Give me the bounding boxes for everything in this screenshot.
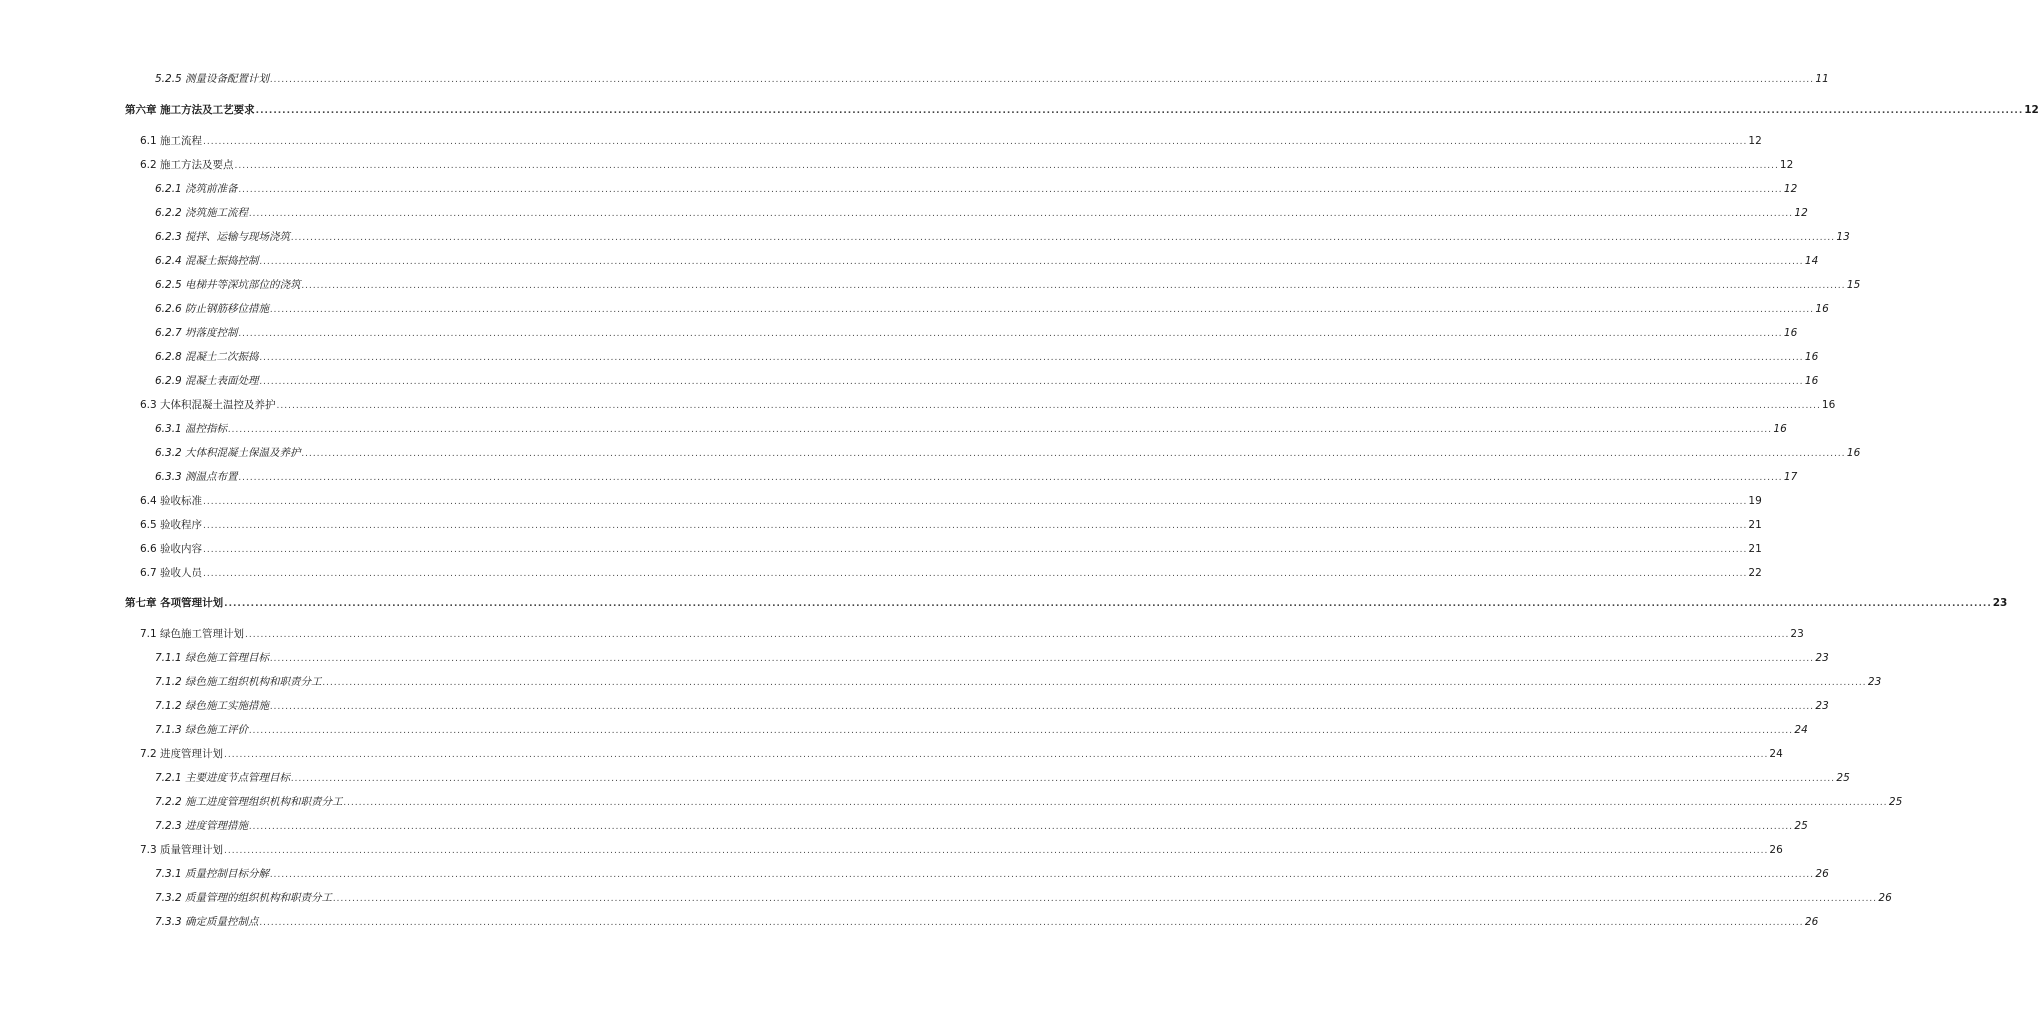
toc-entry[interactable] [155,891,1892,906]
toc-entry-page: 23 [1790,628,1804,640]
toc-entry-page: 14 [1804,255,1819,267]
toc-entry-page: 23 [1815,700,1829,712]
dot-leader: ................................................................................................................................................................................................................................................................................................................................................................................................................ [203,569,1748,579]
toc-entry-title: 6.2.8 混凝土二次振捣 [155,351,259,363]
toc-entry[interactable] [125,103,2039,118]
dot-leader: ................................................................................................................................................................................................................................................................................................................................................................................................................ [249,209,1794,219]
toc-entry-title: 6.1 施工流程 [140,135,203,147]
toc-entry-title: 7.3.3 确定质量控制点 [155,916,259,928]
toc-entry-page: 13 [1836,231,1850,243]
toc-entry[interactable] [155,771,1850,786]
dot-leader: ................................................................................................................................................................................................................................................................................................................................................................................................................ [238,185,1783,195]
toc-entry-title: 7.1.2 绿色施工组织机构和职责分工 [155,676,322,688]
dot-leader: ................................................................................................................................................................................................................................................................................................................................................................................................................ [245,630,1790,640]
dot-leader: ................................................................................................................................................................................................................................................................................................................................................................................................................ [224,750,1769,760]
dot-leader: ................................................................................................................................................................................................................................................................................................................................................................................................................ [276,401,1821,411]
toc-entry[interactable] [155,350,1819,365]
toc-entry[interactable] [155,867,1829,882]
dot-leader: ................................................................................................................................................................................................................................................................................................................................................................................................................ [270,75,1815,85]
toc-entry-page: 16 [1804,375,1819,387]
dot-leader: ................................................................................................................................................................................................................................................................................................................................................................................................................ [249,822,1794,832]
toc-entry-title: 6.2.4 混凝土振捣控制 [155,255,259,267]
toc-entry-title: 6.6 验收内容 [140,543,203,555]
toc-entry-page: 16 [1821,399,1836,411]
dot-leader: ................................................................................................................................................................................................................................................................................................................................................................................................................ [259,257,1804,267]
dot-leader: ................................................................................................................................................................................................................................................................................................................................................................................................................ [291,774,1836,784]
toc-entry[interactable] [155,675,1882,690]
toc-entry-page: 12 [1783,183,1798,195]
toc-entry-title: 6.2.6 防止钢筋移位措施 [155,303,270,315]
toc-entry-page: 15 [1846,279,1861,291]
toc-entry-title: 6.3.3 测温点布置 [155,471,238,483]
toc-entry[interactable] [155,374,1819,389]
toc-entry[interactable] [155,182,1798,197]
toc-entry[interactable] [155,254,1819,269]
toc-entry-page: 25 [1794,820,1808,832]
toc-entry-title: 6.2 施工方法及要点 [140,159,234,171]
dot-leader: ................................................................................................................................................................................................................................................................................................................................................................................................................ [249,726,1794,736]
dot-leader: ................................................................................................................................................................................................................................................................................................................................................................................................................ [234,161,1779,171]
toc-entry-page: 24 [1769,748,1783,760]
dot-leader: ................................................................................................................................................................................................................................................................................................................................................................................................................ [322,678,1867,688]
dot-leader: ................................................................................................................................................................................................................................................................................................................................................................................................................ [259,918,1804,928]
toc-entry-page: 21 [1748,519,1762,531]
dot-leader: ................................................................................................................................................................................................................................................................................................................................................................................................................ [270,702,1815,712]
toc-entry-title: 6.2.3 搅拌、运输与现场浇筑 [155,231,291,243]
toc-entry-title: 7.1 绿色施工管理计划 [140,628,245,640]
dot-leader: ................................................................................................................................................................................................................................................................................................................................................................................................................ [203,521,1748,531]
toc-entry-title: 第七章 各项管理计划 [125,597,224,609]
dot-leader: ................................................................................................................................................................................................................................................................................................................................................................................................................ [301,449,1846,459]
toc-entry[interactable] [155,302,1829,317]
dot-leader: ................................................................................................................................................................................................................................................................................................................................................................................................................ [203,137,1748,147]
toc-entry-page: 12 [1748,135,1762,147]
toc-entry-title: 7.2 进度管理计划 [140,748,224,760]
toc-entry-page: 11 [1815,73,1829,85]
toc-entry-page: 24 [1794,724,1808,736]
toc-entry[interactable] [140,747,1783,762]
toc-entry[interactable] [155,651,1829,666]
toc-entry-page: 12 [1794,207,1808,219]
dot-leader: ................................................................................................................................................................................................................................................................................................................................................................................................................ [291,233,1836,243]
toc-entry[interactable] [155,206,1808,221]
toc-entry-page: 22 [1748,567,1762,579]
dot-leader: ................................................................................................................................................................................................................................................................................................................................................................................................................ [224,846,1769,856]
toc-entry[interactable] [155,795,1903,810]
toc-entry-page: 12 [2024,104,2039,116]
toc-entry-page: 21 [1748,543,1762,555]
toc-entry[interactable] [140,843,1783,858]
toc-entry-page: 26 [1815,868,1829,880]
toc-entry-title: 第六章 施工方法及工艺要求 [125,104,255,116]
toc-entry-title: 6.4 验收标准 [140,495,203,507]
toc-entry[interactable] [155,326,1798,341]
toc-entry-page: 12 [1779,159,1794,171]
toc-entry-page: 17 [1783,471,1798,483]
toc-entry[interactable] [155,230,1850,245]
dot-leader: ................................................................................................................................................................................................................................................................................................................................................................................................................ [270,305,1815,315]
toc-entry-page: 25 [1888,796,1903,808]
toc-entry-title: 6.5 验收程序 [140,519,203,531]
toc-entry[interactable] [155,72,1829,87]
toc-entry[interactable] [155,915,1819,930]
dot-leader: ................................................................................................................................................................................................................................................................................................................................................................................................................ [270,870,1815,880]
toc-entry-title: 7.3.2 质量管理的组织机构和职责分工 [155,892,333,904]
toc-entry-title: 6.2.9 混凝土表面处理 [155,375,259,387]
toc-entry-title: 6.3.2 大体积混凝土保温及养护 [155,447,301,459]
toc-entry-title: 7.1.2 绿色施工实施措施 [155,700,270,712]
toc-entry-title: 6.3.1 温控指标 [155,423,228,435]
toc-entry[interactable] [155,723,1808,738]
toc-entry[interactable] [140,494,1762,509]
toc-entry-title: 6.2.1 浇筑前准备 [155,183,238,195]
dot-leader: ................................................................................................................................................................................................................................................................................................................................................................................................................ [203,545,1748,555]
dot-leader: ................................................................................................................................................................................................................................................................................................................................................................................................................ [343,798,1888,808]
toc-entry-page: 25 [1836,772,1850,784]
toc-entry-page: 26 [1769,844,1783,856]
toc-entry-title: 7.2.1 主要进度节点管理目标 [155,772,291,784]
toc-entry[interactable] [155,470,1798,485]
toc-entry-title: 7.2.3 进度管理措施 [155,820,249,832]
toc-entry-title: 7.1.1 绿色施工管理目标 [155,652,270,664]
toc-entry[interactable] [140,627,1804,642]
toc-entry[interactable] [140,566,1762,581]
dot-leader: ................................................................................................................................................................................................................................................................................................................................................................................................................ [333,894,1878,904]
toc-entry-title: 6.2.5 电梯井等深坑部位的浇筑 [155,279,301,291]
dot-leader: ................................................................................................................................................................................................................................................................................................................................................................................................................ [301,281,1846,291]
toc-entry-page: 26 [1878,892,1892,904]
toc-entry[interactable] [140,134,1762,149]
dot-leader: ................................................................................................................................................................................................................................................................................................................................................................................................................ [259,377,1804,387]
toc-entry[interactable] [155,819,1808,834]
toc-entry[interactable] [140,542,1762,557]
dot-leader: ................................................................................................................................................................................................................................................................................................................................................................................................................ [228,425,1773,435]
toc-entry-page: 16 [1846,447,1861,459]
dot-leader: ................................................................................................................................................................................................................................................................................................................................................................................................................ [203,497,1748,507]
toc-entry[interactable] [140,518,1762,533]
toc-entry-page: 16 [1815,303,1829,315]
toc-entry-page: 16 [1773,423,1787,435]
toc-entry[interactable] [155,699,1829,714]
toc-entry-page: 19 [1748,495,1762,507]
toc-entry-page: 23 [1992,597,2008,609]
toc-entry[interactable] [155,278,1861,293]
toc-entry-page: 23 [1867,676,1882,688]
toc-entry-title: 6.2.7 坍落度控制 [155,327,238,339]
toc-entry-title: 7.1.3 绿色施工评价 [155,724,249,736]
dot-leader: ................................................................................................................................................................................................................................................................................................................................................................................................................ [270,654,1815,664]
dot-leader: ................................................................................................................................................................................................................................................................................................................................................................................................................ [255,106,2024,116]
toc-entry[interactable] [155,422,1787,437]
toc-entry[interactable] [140,398,1836,413]
toc-entry-title: 7.2.2 施工进度管理组织机构和职责分工 [155,796,343,808]
toc-entry[interactable] [125,596,2008,611]
dot-leader: ................................................................................................................................................................................................................................................................................................................................................................................................................ [238,329,1783,339]
toc-entry-page: 16 [1804,351,1819,363]
toc-entry-title: 7.3 质量管理计划 [140,844,224,856]
toc-entry-title: 6.2.2 浇筑施工流程 [155,207,249,219]
toc-entry[interactable] [155,446,1861,461]
toc-entry-page: 26 [1804,916,1819,928]
toc-entry-title: 6.3 大体积混凝土温控及养护 [140,399,276,411]
toc-entry-title: 5.2.5 测量设备配置计划 [155,73,270,85]
toc-entry-page: 16 [1783,327,1798,339]
toc-entry-page: 23 [1815,652,1829,664]
toc-entry-title: 6.7 验收人员 [140,567,203,579]
dot-leader: ................................................................................................................................................................................................................................................................................................................................................................................................................ [259,353,1804,363]
dot-leader: ................................................................................................................................................................................................................................................................................................................................................................................................................ [238,473,1783,483]
toc-entry[interactable] [140,158,1794,173]
dot-leader: ................................................................................................................................................................................................................................................................................................................................................................................................................ [224,599,1992,609]
toc-entry-title: 7.3.1 质量控制目标分解 [155,868,270,880]
